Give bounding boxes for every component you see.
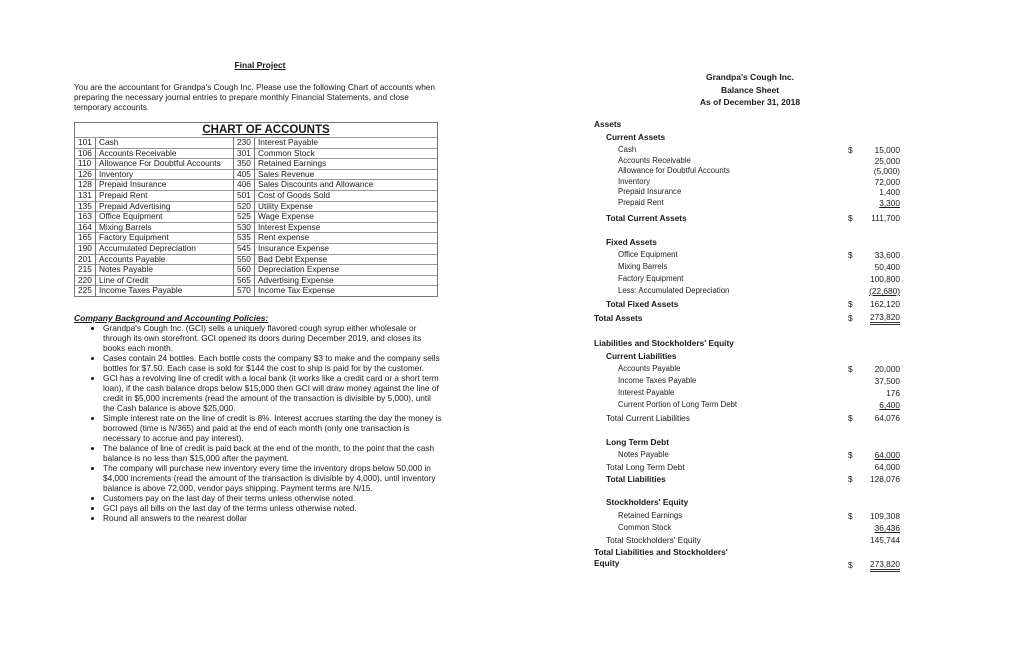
line-item-label: Allowance for Doubtful Accounts — [618, 166, 730, 176]
currency-symbol: $ — [848, 560, 853, 570]
currency-symbol: $ — [848, 213, 853, 223]
account-number: 230 — [234, 138, 255, 149]
account-name: Inventory — [96, 169, 234, 180]
account-number: 406 — [234, 180, 255, 191]
line-item-label: Interest Payable — [618, 388, 675, 397]
account-name: Interest Expense — [255, 222, 438, 233]
account-number: 501 — [234, 190, 255, 201]
total-fixed-assets-amount: 162,120 — [870, 299, 900, 309]
total-long-term-debt-amount: 64,000 — [874, 462, 900, 472]
account-name: Accumulated Depreciation — [96, 243, 234, 254]
line-item-label: Inventory — [618, 176, 651, 186]
line-item-label: Current Portion of Long Term Debt — [618, 400, 738, 409]
chart-row — [75, 180, 437, 191]
total-liab-equity-label-cont: Equity — [594, 558, 620, 568]
chart-row — [75, 254, 437, 265]
current-liabilities-heading: Current Liabilities — [606, 351, 677, 361]
account-number: 165 — [75, 233, 96, 244]
account-name: Cash — [96, 138, 234, 149]
policy-item: • Grandpa's Cough Inc. (GCI) sells a uniquely flavored cough syrup either wholesale or through its own storefront. GCI opened its doors during December 2019, and closes its books each month. — [103, 323, 444, 353]
policy-item: • GCI pays all bills on the last day of the terms unless otherwise noted. — [103, 503, 444, 513]
line-item-label: Mixing Barrels — [618, 262, 668, 271]
policies-title: Company Background and Accounting Policies: — [74, 313, 269, 323]
total-current-assets-label: Total Current Assets — [606, 213, 687, 223]
account-number: 350 — [234, 159, 255, 170]
current-assets-heading: Current Assets — [606, 132, 666, 142]
account-name: Office Equipment — [96, 212, 234, 223]
account-number: 225 — [75, 286, 96, 296]
chart-row — [75, 212, 437, 223]
account-number: 220 — [75, 275, 96, 286]
account-number: 106 — [75, 148, 96, 159]
total-stockholders-equity-amount: 145,744 — [870, 535, 900, 545]
currency-symbol: $ — [848, 511, 853, 521]
chart-row — [75, 159, 437, 170]
chart-row — [75, 222, 437, 233]
line-item-label: Cash — [618, 145, 637, 154]
chart-table — [75, 137, 437, 296]
long-term-debt-heading: Long Term Debt — [606, 437, 669, 447]
account-name: Wage Expense — [255, 212, 438, 223]
account-number: 128 — [75, 180, 96, 191]
chart-row — [75, 233, 437, 244]
total-liab-equity-label: Total Liabilities and Stockholders' — [594, 547, 728, 557]
account-name: Prepaid Insurance — [96, 180, 234, 191]
fixed-assets-heading: Fixed Assets — [606, 237, 657, 247]
chart-row — [75, 286, 437, 296]
total-liab-equity-amount: 273,820 — [870, 560, 900, 572]
intro-text: You are the accountant for Grandpa's Cough Inc. Please use the following Chart of accounts when preparing the necessary journal entries to prepare monthly Financial Statements, and close temporary accounts. — [74, 82, 436, 112]
account-name: Accounts Payable — [96, 254, 234, 265]
account-name: Rent expense — [255, 233, 438, 244]
policy-item: • Customers pay on the last day of their terms unless otherwise noted. — [103, 493, 444, 503]
chart-row — [75, 265, 437, 276]
assets-heading: Assets — [594, 119, 622, 129]
currency-symbol: $ — [848, 145, 853, 155]
total-current-liabilities-label: Total Current Liabilities — [606, 413, 690, 423]
account-name: Sales Revenue — [255, 169, 438, 180]
currency-symbol: $ — [848, 474, 853, 484]
notes-payable-amount: 64,000 — [874, 450, 900, 460]
chart-row — [75, 275, 437, 286]
account-name: Prepaid Advertising — [96, 201, 234, 212]
chart-row — [75, 190, 437, 201]
account-name: Retained Earnings — [255, 159, 438, 170]
account-number: 545 — [234, 243, 255, 254]
currency-symbol: $ — [848, 413, 853, 423]
policy-item: • The company will purchase new inventory every time the inventory drops below 50,000 in $4,000 increments (read the amount of the transaction is divisible by 4,000), until inventory balance is above 72,000, vendor pays shipping. Payment terms are N/15. — [103, 463, 444, 493]
account-number: 190 — [75, 243, 96, 254]
account-name: Utility Expense — [255, 201, 438, 212]
account-number: 215 — [75, 265, 96, 276]
line-item-amount: 176 — [886, 388, 900, 398]
account-name: Sales Discounts and Allowance — [255, 180, 438, 191]
account-name: Income Taxes Payable — [96, 286, 234, 296]
line-item-amount: 15,000 — [874, 145, 900, 155]
account-number: 405 — [234, 169, 255, 180]
policies-list — [74, 323, 444, 523]
account-name: Income Tax Expense — [255, 286, 438, 296]
account-number: 135 — [75, 201, 96, 212]
account-number: 565 — [234, 275, 255, 286]
total-assets-label: Total Assets — [594, 313, 643, 323]
account-number: 110 — [75, 159, 96, 170]
line-item-label: Income Taxes Payable — [618, 376, 697, 385]
line-item-label: Less: Accumulated Depreciation — [618, 286, 730, 295]
total-long-term-debt-label: Total Long Term Debt — [606, 462, 685, 472]
policies-section — [74, 313, 444, 523]
line-item-label: Accounts Receivable — [618, 155, 691, 165]
notes-payable-label: Notes Payable — [618, 450, 669, 459]
account-name: Depreciation Expense — [255, 265, 438, 276]
project-intro — [74, 60, 446, 112]
account-number: 126 — [75, 169, 96, 180]
project-title: Final Project — [234, 60, 286, 70]
line-item-amount: 6,400 — [879, 400, 900, 410]
line-item-label: Factory Equipment — [618, 274, 684, 283]
account-name: Line of Credit — [96, 275, 234, 286]
line-item-label: Prepaid Insurance — [618, 187, 682, 197]
total-current-assets-amount: 111,700 — [871, 213, 900, 223]
chart-row — [75, 169, 437, 180]
account-number: 570 — [234, 286, 255, 296]
account-name: Mixing Barrels — [96, 222, 234, 233]
account-number: 560 — [234, 265, 255, 276]
account-name: Insurance Expense — [255, 243, 438, 254]
chart-of-accounts — [74, 122, 438, 297]
account-number: 550 — [234, 254, 255, 265]
chart-title: CHART OF ACCOUNTS — [202, 124, 330, 136]
account-number: 101 — [75, 138, 96, 149]
chart-row — [75, 201, 437, 212]
account-number: 520 — [234, 201, 255, 212]
currency-symbol: $ — [848, 364, 853, 374]
account-name: Common Stock — [255, 148, 438, 159]
account-number: 535 — [234, 233, 255, 244]
policy-item: • Round all answers to the nearest dollar — [103, 513, 444, 523]
line-item-label: Prepaid Rent — [618, 198, 664, 207]
currency-symbol: $ — [848, 299, 853, 309]
statement-name: Balance Sheet — [720, 84, 780, 95]
total-current-liabilities-amount: 64,076 — [874, 413, 900, 423]
chart-row — [75, 243, 437, 254]
line-item-amount: 50,400 — [874, 262, 900, 272]
account-name: Accounts Receivable — [96, 148, 234, 159]
account-name: Prepaid Rent — [96, 190, 234, 201]
total-fixed-assets-label: Total Fixed Assets — [606, 299, 679, 309]
stockholders-equity-heading: Stockholders' Equity — [606, 497, 689, 507]
account-number: 201 — [75, 254, 96, 265]
line-item-amount: 33,600 — [874, 250, 900, 260]
currency-symbol: $ — [848, 313, 853, 323]
account-name: Factory Equipment — [96, 233, 234, 244]
company-name: Grandpa's Cough Inc. — [706, 72, 794, 82]
policy-item: • Simple interest rate on the line of credit is 8%. Interest accrues starting the day the money is borrowed (time is N/365) and paid at the end of each month (only one transaction is necessary to accrue and pay interest). — [103, 413, 444, 443]
retained-earnings-label: Retained Earnings — [618, 511, 683, 520]
total-stockholders-equity-label: Total Stockholders' Equity — [606, 535, 701, 545]
line-item-amount: 72,000 — [874, 176, 900, 187]
line-item-label: Office Equipment — [618, 250, 678, 259]
account-name: Allowance For Doubtful Accounts — [96, 159, 234, 170]
total-liabilities-label: Total Liabilities — [606, 474, 666, 484]
account-name: Cost of Goods Sold — [255, 190, 438, 201]
line-item-amount: 1,400 — [879, 187, 900, 198]
account-name: Advertising Expense — [255, 275, 438, 286]
common-stock-amount: 36,436 — [874, 523, 900, 533]
account-number: 525 — [234, 212, 255, 223]
line-item-amount: 3,300 — [879, 198, 900, 208]
line-item-amount: 100,800 — [870, 274, 900, 284]
account-number: 131 — [75, 190, 96, 201]
line-item-amount: (5,000) — [873, 166, 900, 177]
currency-symbol: $ — [848, 450, 853, 460]
chart-row — [75, 148, 437, 159]
total-liabilities-amount: 128,076 — [870, 474, 900, 484]
currency-symbol: $ — [848, 250, 853, 260]
account-number: 164 — [75, 222, 96, 233]
line-item-amount: 37,500 — [874, 376, 900, 386]
account-name: Interest Payable — [255, 138, 438, 149]
line-item-amount: (22,680) — [869, 286, 900, 296]
line-item-label: Accounts Payable — [618, 364, 681, 373]
chart-row — [75, 138, 437, 149]
policy-item: • GCI has a revolving line of credit with a local bank (it works like a credit card or a short term loan), if the cash balance drops below $15,000 then GCI will draw money against the line of credit in $5,000 increments (read the amount of the transaction is divisible by 5,000), until the Cash balance is above $25,000. — [103, 373, 444, 413]
account-number: 163 — [75, 212, 96, 223]
liab-equity-heading: Liabilities and Stockholders' Equity — [594, 338, 734, 348]
account-name: Notes Payable — [96, 265, 234, 276]
account-number: 530 — [234, 222, 255, 233]
line-item-amount: 20,000 — [874, 364, 900, 374]
statement-date: As of December 31, 2018 — [699, 97, 801, 108]
account-name: Bad Debt Expense — [255, 254, 438, 265]
total-assets-amount: 273,820 — [870, 313, 900, 325]
line-item-amount: 25,000 — [874, 155, 900, 166]
balance-sheet-header — [680, 71, 820, 109]
policy-item: • The balance of line of credit is paid back at the end of the month, to the point that the cash balance is no less than $15,000 after the payment. — [103, 443, 444, 463]
account-number: 301 — [234, 148, 255, 159]
retained-earnings-amount: 109,308 — [870, 511, 900, 521]
policy-item: • Cases contain 24 bottles. Each bottle costs the company $3 to make and the company sells bottles for $7.50. Each case is sold for $144 the cost to ship is paid for by the customer. — [103, 353, 444, 373]
common-stock-label: Common Stock — [618, 523, 672, 532]
